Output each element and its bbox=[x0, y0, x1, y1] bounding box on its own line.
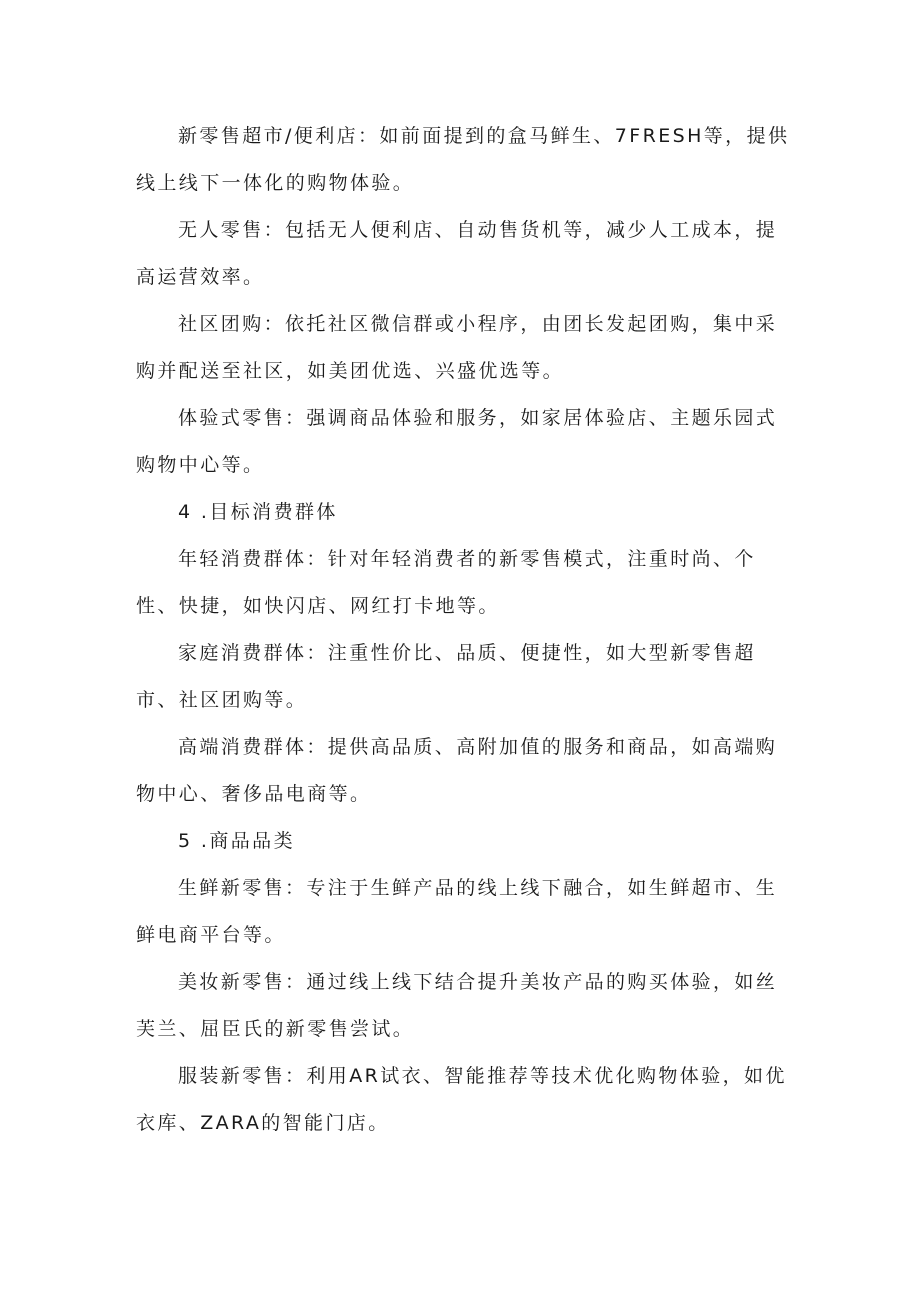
section-heading-product-categories: 5 .商品品类 bbox=[178, 830, 295, 852]
paragraph-beauty-retail: 美妆新零售：通过线上线下结合提升美妆产品的购买体验，如丝芙兰、屈臣氏的新零售尝试。 bbox=[136, 971, 778, 1040]
paragraph-community-group-buying: 社区团购：依托社区微信群或小程序，由团长发起团购，集中采购并配送至社区，如美团优选、兴盛优选等。 bbox=[136, 313, 778, 382]
section-heading-target-consumers: 4 .目标消费群体 bbox=[178, 501, 338, 523]
paragraph-new-retail-supermarket: 新零售超市/便利店：如前面提到的盒马鲜生、7FRESH等，提供线上线下一体化的购物体验。 bbox=[136, 125, 790, 194]
paragraph-unmanned-retail: 无人零售：包括无人便利店、自动售货机等，减少人工成本，提高运营效率。 bbox=[136, 219, 778, 288]
document-body bbox=[136, 113, 792, 1147]
paragraph-fresh-food-retail: 生鲜新零售：专注于生鲜产品的线上线下融合，如生鲜超市、生鲜电商平台等。 bbox=[136, 877, 778, 946]
paragraph-young-consumers: 年轻消费群体：针对年轻消费者的新零售模式，注重时尚、个性、快捷，如快闪店、网红打卡地等。 bbox=[136, 548, 756, 617]
paragraph-experiential-retail: 体验式零售：强调商品体验和服务，如家居体验店、主题乐园式购物中心等。 bbox=[136, 407, 778, 476]
paragraph-high-end-consumers: 高端消费群体：提供高品质、高附加值的服务和商品，如高端购物中心、奢侈品电商等。 bbox=[136, 736, 778, 805]
paragraph-family-consumers: 家庭消费群体：注重性价比、品质、便捷性，如大型新零售超市、社区团购等。 bbox=[136, 642, 756, 711]
paragraph-apparel-retail: 服装新零售：利用AR试衣、智能推荐等技术优化购物体验，如优衣库、ZARA的智能门店。 bbox=[136, 1065, 787, 1134]
